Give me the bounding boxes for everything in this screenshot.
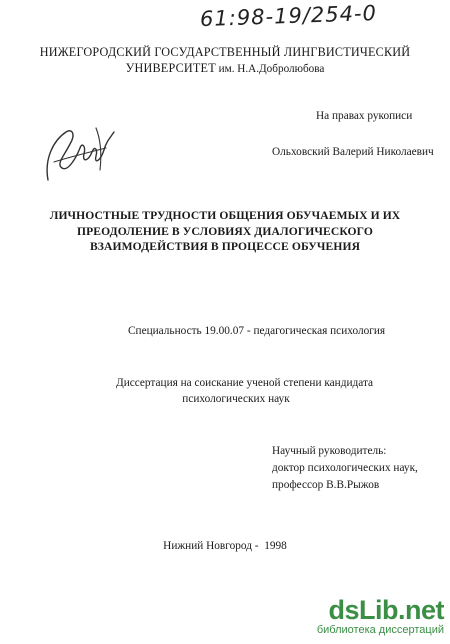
manuscript-rights-note: На правах рукописи — [316, 110, 413, 122]
title-line: ВЗАИМОДЕЙСТВИЯ В ПРОЦЕССЕ ОБУЧЕНИЯ — [89, 240, 361, 253]
university-line-1: НИЖЕГОРОДСКИЙ ГОСУДАРСТВЕННЫЙ ЛИНГВИСТИЧЕСКИЙ — [39, 45, 411, 59]
handwritten-signature — [36, 118, 126, 190]
supervisor-label: Научный руководитель: — [272, 445, 387, 457]
site-watermark[interactable] — [294, 596, 444, 638]
supervisor-block — [272, 443, 418, 494]
specialty-line: Специальность 19.00.07 - педагогическая психология — [128, 325, 386, 337]
city-and-year: Нижний Новгород - 1998 — [163, 540, 287, 552]
author-name: Ольховский Валерий Николаевич — [272, 146, 434, 158]
degree-line: психологических наук — [182, 393, 290, 405]
site-tagline: библиотека диссертаций — [316, 624, 444, 636]
archive-number: 61:98-19/254-0 — [199, 0, 378, 32]
university-line-2 — [0, 60, 450, 77]
supervisor-name: профессор В.В.Рыжов — [272, 479, 380, 491]
title-line: ЛИЧНОСТНЫЕ ТРУДНОСТИ ОБЩЕНИЯ ОБУЧАЕМЫХ И ИХ — [49, 209, 401, 222]
dissertation-title — [40, 208, 410, 255]
university-line-2-main: УНИВЕРСИТЕТ — [125, 61, 216, 75]
degree-line: Диссертация на соискание ученой степени кандидата — [116, 377, 374, 389]
supervisor-degree: доктор психологических наук, — [272, 462, 418, 474]
title-line: ПРЕОДОЛЕНИЕ В УСЛОВИЯХ ДИАЛОГИЧЕСКОГО — [77, 224, 373, 238]
university-header — [0, 44, 450, 77]
site-logo[interactable]: dsLib.net — [328, 595, 444, 625]
university-line-2-name: им. Н.А.Добролюбова — [215, 63, 325, 75]
degree-statement — [116, 375, 374, 407]
